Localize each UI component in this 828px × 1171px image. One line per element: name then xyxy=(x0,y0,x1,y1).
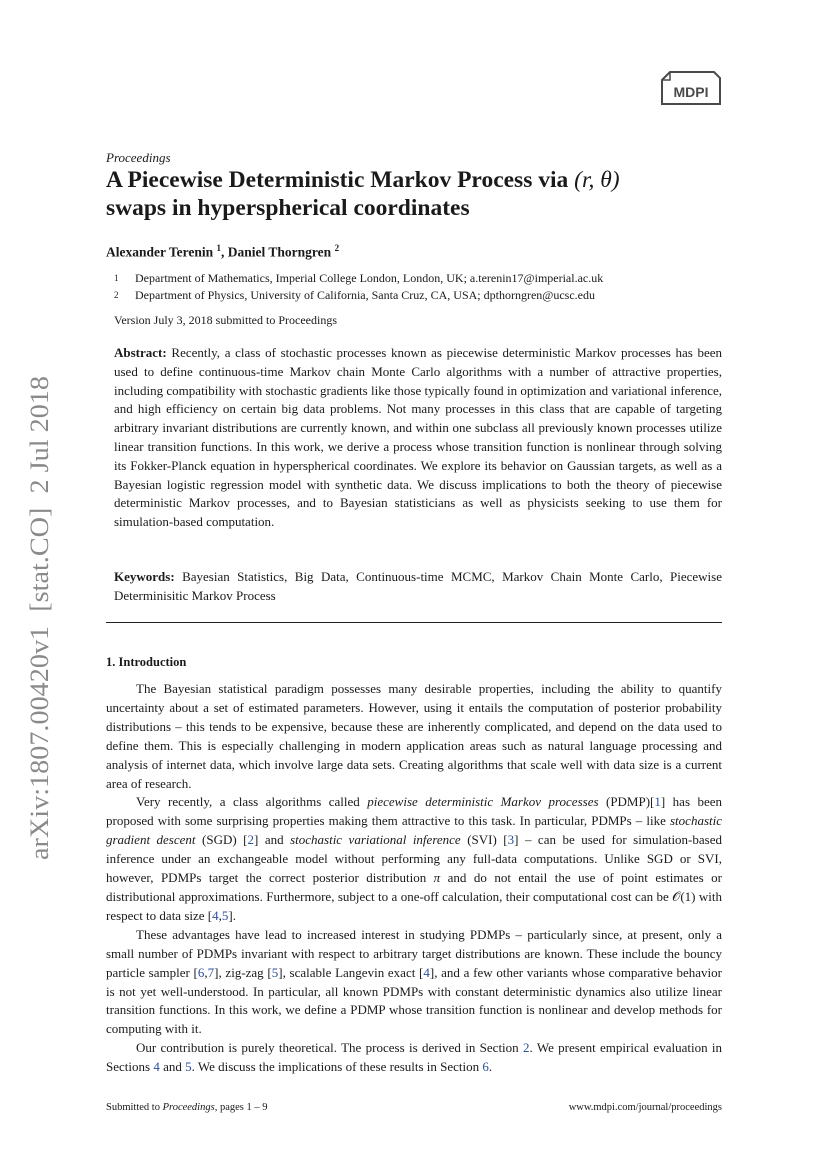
title-math: (r, θ) xyxy=(574,167,620,193)
mdpi-logo-text: MDPI xyxy=(673,84,709,100)
citation-link[interactable]: 7 xyxy=(207,964,215,980)
citation-link[interactable]: 1 xyxy=(654,794,661,810)
abstract-label: Abstract: xyxy=(114,345,167,360)
keywords-label: Keywords: xyxy=(114,569,175,584)
pi-symbol: π xyxy=(433,870,441,886)
mdpi-logo xyxy=(660,68,722,106)
sgd-term: stochastic gradient descent xyxy=(106,813,722,848)
author-affiliation-mark: 1 xyxy=(216,243,222,253)
author-list: Alexander Terenin $^1$, Daniel Thorngren $^2$ xyxy=(106,243,340,260)
affiliation-number: 1 xyxy=(114,273,119,283)
affiliation-number: 2 xyxy=(114,290,119,300)
abstract xyxy=(114,344,722,532)
citation-link[interactable]: 4 xyxy=(423,964,430,980)
citation-link[interactable]: 6 xyxy=(197,964,205,980)
svi-term: stochastic variational inference xyxy=(290,832,461,848)
title-part-2: swaps in hyperspherical coordinates xyxy=(106,195,470,221)
paragraph-4: Our contribution is purely theoretical. The process is derived in Section 2. We present empirical evaluation in Sections 4 and 5. We discuss the implications of these results in Section 6. xyxy=(106,1040,722,1075)
author-name: Alexander Terenin xyxy=(106,244,214,260)
arxiv-id-text: arXiv:1807.00420v1 [stat.CO] 2 Jul 2018 xyxy=(24,405,54,860)
author-name: Daniel Thorngren xyxy=(227,244,332,260)
citation-link[interactable]: 4 xyxy=(212,907,219,923)
big-o-notation: 𝒪(1) xyxy=(672,888,696,904)
section-link[interactable]: 5 xyxy=(185,1059,192,1075)
section-link[interactable]: 4 xyxy=(153,1059,160,1075)
footer-journal: Proceedings xyxy=(162,1102,215,1113)
arxiv-identifier-stamp xyxy=(22,376,56,860)
paragraph-1: The Bayesian statistical paradigm possesses many desirable properties, including the ability to quantify uncertainty about a set of estimated parameters. However, using it entails the computation of posterior probability distributions – this tends to be expensive, because these are inherently complicated, and depend on the data used to define them. This is especially challenging in modern application areas such as natural language processing and analysis of internet data, which involve large data sets. Creating algorithms that scale well with data size is a current area of research. xyxy=(106,681,722,791)
affiliation-1 xyxy=(114,270,603,286)
affiliation-2 xyxy=(114,287,595,303)
abstract-text: Recently, a class of stochastic processes known as piecewise deterministic Markov processes has been used to define continuous-time Markov chain Monte Carlo algorithms with a number of attractive properties, including compatibility with stochastic gradients like those typically found in optimization and variational inference, and high efficiency on certain big data problems. Not many processes in this class that are capable of targeting arbitrary invariant distributions are currently known, and within one subclass all previously known processes utilize linear transition functions. In this work, we derive a process whose transition function is nonlinear through solving its Fokker-Planck equation in hyperspherical coordinates. We explore its behavior on Gaussian targets, as well as a Bayesian logistic regression model with synthetic data. We discuss implications to both the theory of piecewise deterministic Markov processes, and to Bayesian statisticians as well as physicists seeking to use them for simulation-based computation. xyxy=(114,345,722,530)
citation-link[interactable]: 5 xyxy=(271,964,279,980)
footer-url[interactable]: www.mdpi.com/journal/proceedings xyxy=(568,1102,722,1113)
affiliation-text: Department of Mathematics, Imperial College London, London, UK; a.terenin17@imperial.ac.uk xyxy=(135,271,604,285)
divider-rule xyxy=(106,622,722,623)
section-link[interactable]: 6 xyxy=(482,1059,489,1075)
keywords-text: Bayesian Statistics, Big Data, Continuous-time MCMC, Markov Chain Monte Carlo, Piecewise Determinisitic Markov Process xyxy=(114,569,722,603)
paper-title xyxy=(106,166,726,222)
pdmp-term: piecewise deterministic Markov processes xyxy=(367,794,599,810)
affiliation-text: Department of Physics, University of California, Santa Cruz, CA, USA; dpthorngren@ucsc.edu xyxy=(135,288,595,302)
author-affiliation-mark: 2 xyxy=(334,243,340,253)
citation-link[interactable]: 2 xyxy=(247,832,254,848)
section-heading: 1. Introduction xyxy=(106,655,187,669)
title-part-1: A Piecewise Deterministic Markov Process via xyxy=(106,167,575,193)
footer-left: Submitted to Proceedings, pages 1 – 9 xyxy=(106,1102,268,1113)
paragraph-3: These advantages have lead to increased interest in studying PDMPs – particularly since, at present, only a small number of PDMPs invariant with respect to arbitrary target distributions are known. These include the bouncy particle sampler [6,7], zig-zag [5], scalable Langevin exact [4], and a few other variants whose comparative behavior is not yet well-understood. In particular, all known PDMPs with constant deterministic dynamics also utilize linear transition functions. In this work, we define a PDMP whose transition function is nonlinear and develop methods for computing with it. xyxy=(106,926,722,1037)
keywords xyxy=(114,568,722,606)
version-line: Version July 3, 2018 submitted to Proceedings xyxy=(114,313,337,327)
section-link[interactable]: 2 xyxy=(523,1040,530,1056)
citation-link[interactable]: 5 xyxy=(221,907,229,923)
journal-label: Proceedings xyxy=(106,150,171,165)
paragraph-2: Very recently, a class algorithms called piecewise deterministic Markov processes (PDMP)[1] has been proposed with some surprising properties making them attractive to this task. In particular, PDMPs – like stochastic gradient descent (SGD) [2] and stochastic variational inference (SVI) [3] – can be used for simulation-based inference under an exchangeable model without performing any full-data computations. Unlike SGD or SVI, however, PDMPs target the correct posterior distribution π and do not entail the use of point estimates or distributional approximations. Furthermore, subject to a one-off calculation, their computational cost can be 𝒪(1) with respect to data size [4,5]. xyxy=(106,794,723,923)
citation-link[interactable]: 3 xyxy=(507,832,515,848)
introduction-body xyxy=(106,680,722,1077)
